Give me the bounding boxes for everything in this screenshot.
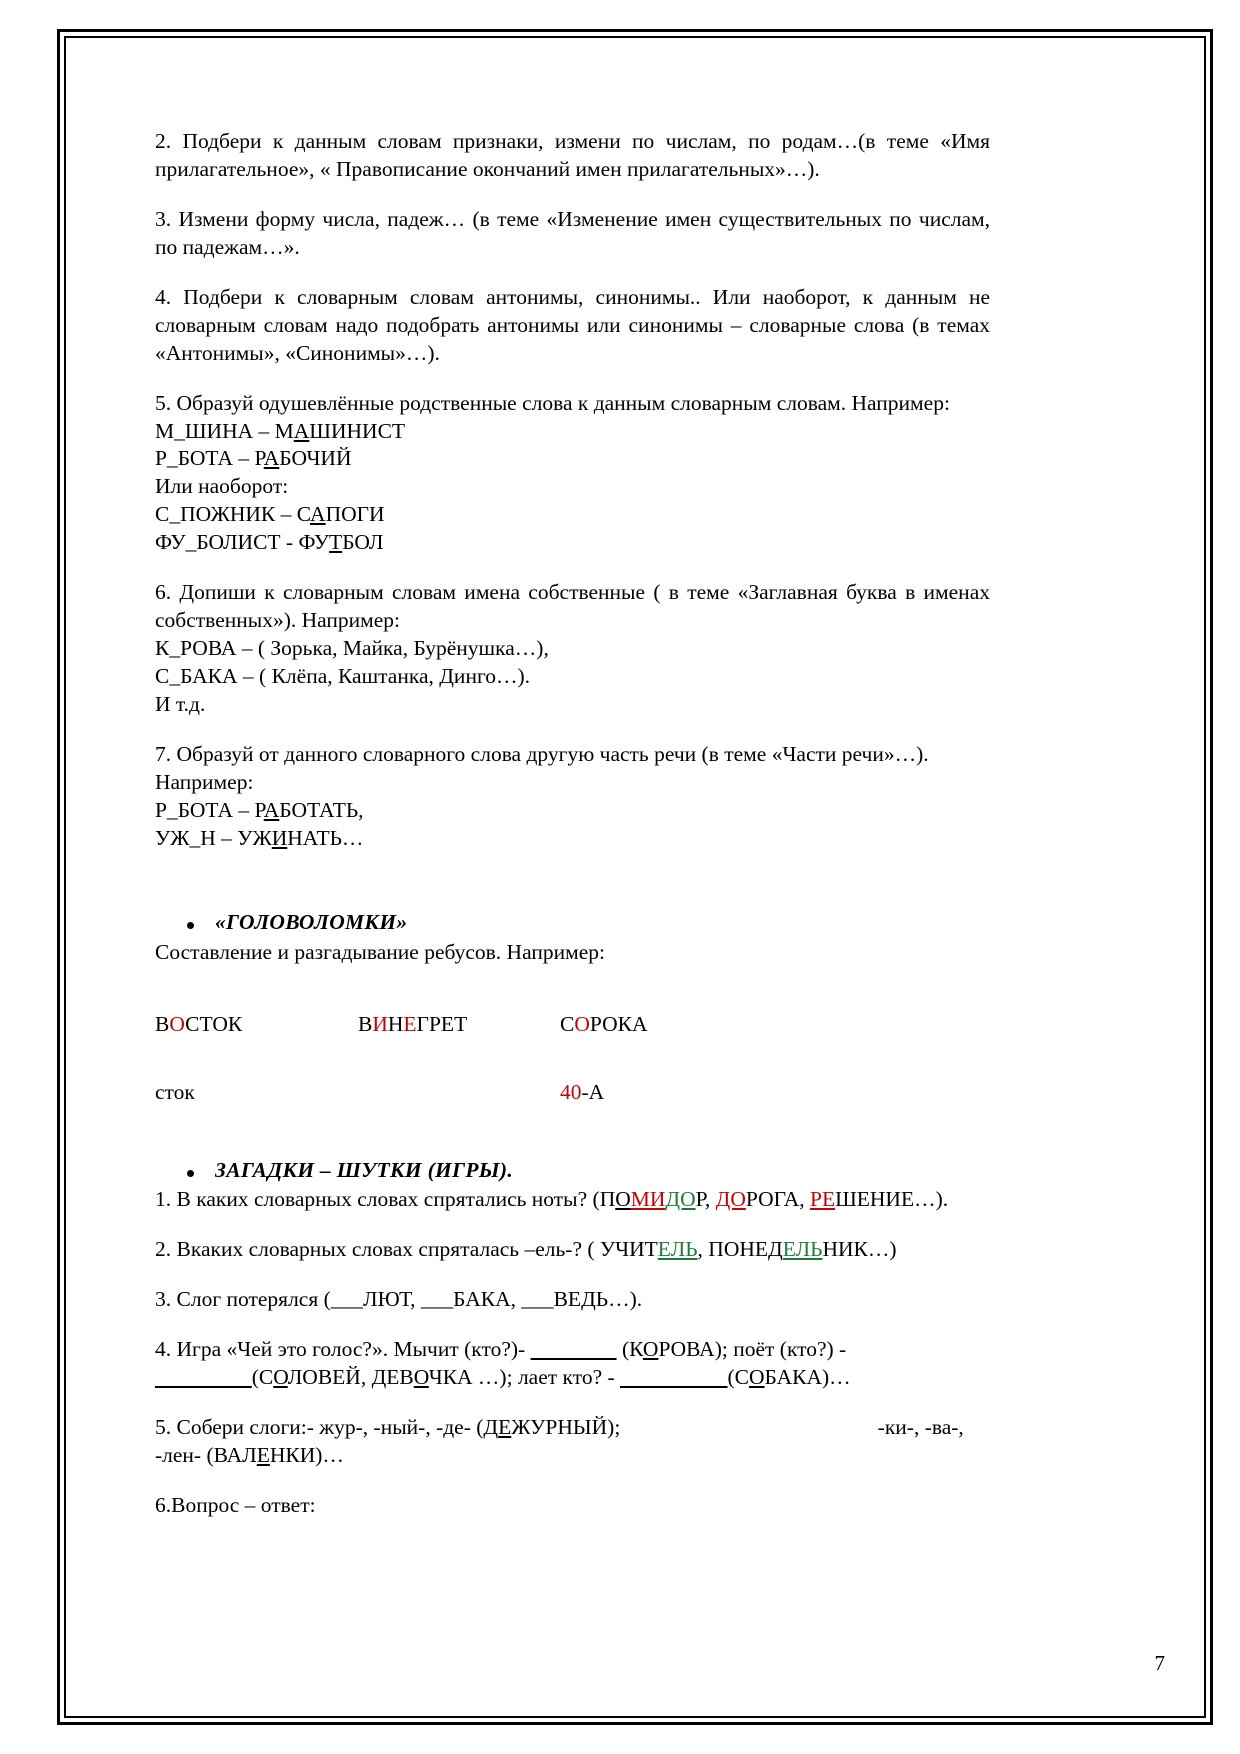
rebus-letter: СТОК	[185, 1011, 243, 1036]
spacer	[155, 1314, 990, 1336]
spacer	[155, 1264, 990, 1286]
question-text: 2. Вкаких словарных словах спряталась –ель-? ( УЧИТ	[155, 1237, 658, 1262]
rebus-word-2	[358, 1011, 467, 1039]
rebus-letter: В	[358, 1011, 373, 1036]
riddle-question-4-line-1	[393, 1337, 727, 1361]
prompt-text: НКИ)…	[269, 1443, 344, 1468]
example-text: Р_БОТА – Р	[155, 797, 264, 822]
rebus-row-words	[155, 1011, 990, 1045]
rebus-letter: О	[574, 1011, 590, 1036]
prompt-text: ЛОВЕЙ, ДЕВ	[287, 1365, 414, 1390]
spacer	[155, 875, 990, 909]
underlined-letter: И	[271, 825, 288, 850]
example-text: УЖ_Н – УЖ	[155, 825, 272, 850]
page-content	[155, 128, 990, 1520]
question-text: ШЕНИЕ…).	[835, 1187, 949, 1212]
example-text: ФУ_БОЛИСТ - ФУ	[155, 530, 330, 555]
rebus-letter: Н	[387, 1011, 404, 1036]
prompt-text: поёт (кто?) -	[733, 1337, 847, 1362]
rebus-row-answers	[155, 1079, 990, 1113]
rebus-letter: В	[155, 1011, 170, 1036]
paragraph-item-4: 4. Подбери к словарным словам антонимы, синонимы.. Или наоборот, к данным не словарным словам надо подобрать антонимы или синонимы – словарные слова (в темах «Антонимы», «Синонимы»…).	[155, 284, 990, 365]
note-syllable-do: ДО	[665, 1187, 696, 1212]
underlined-letter: А	[263, 797, 280, 822]
riddle-question-4-title: 4. Игра «Чей это голос?».	[155, 1337, 389, 1362]
question-text: НИК…)	[822, 1237, 897, 1262]
block-item-7	[155, 741, 990, 853]
item-7-example-label: Например:	[155, 769, 254, 794]
item-5-example-4	[155, 529, 990, 557]
prompt-text: (С	[727, 1365, 750, 1390]
prompt-text: БАКА)…	[764, 1365, 851, 1390]
prompt-text: Мычит (кто?)-	[393, 1337, 531, 1362]
riddle-question-2	[155, 1237, 897, 1261]
rebus-letter: РОКА	[589, 1011, 648, 1036]
rebus-word-3	[560, 1011, 648, 1039]
note-syllable-re: РЕ	[809, 1187, 836, 1212]
prompt-text: (С	[251, 1365, 274, 1390]
example-text: БОЧИЙ	[279, 446, 352, 471]
spacer	[155, 1470, 990, 1492]
section-heading-riddles	[155, 1157, 990, 1185]
underlined-letter: О	[615, 1187, 631, 1212]
syllable-el-1: ЕЛЬ	[657, 1237, 698, 1262]
example-text: Р_БОТА – Р	[155, 446, 264, 471]
underlined-letter: Т	[329, 530, 343, 555]
page-number: 7	[1154, 1651, 1165, 1675]
rebus-letter: И	[372, 1011, 388, 1036]
underlined-letter: О	[642, 1337, 659, 1362]
underlined-letter: О	[273, 1365, 288, 1390]
example-text: НАТЬ…	[287, 825, 364, 850]
rebus-answer-number: 40	[560, 1079, 582, 1104]
item-5-example-1	[155, 418, 990, 446]
answer-blank[interactable]	[155, 1365, 252, 1389]
section-heading-riddles-label: ЗАГАДКИ – ШУТКИ (ИГРЫ).	[215, 1157, 514, 1182]
spacer	[155, 1045, 990, 1079]
item-5-or-label: Или наоборот:	[155, 474, 289, 499]
question-text: 1. В каких словарных словах спрятались ноты? (П	[155, 1187, 616, 1212]
item-5-intro: 5. Образуй одушевлённые родственные слова к данным словарным словам. Например:	[155, 390, 950, 415]
puzzles-intro: Составление и разгадывание ребусов. Например:	[155, 939, 605, 964]
paragraph-item-2: 2. Подбери к данным словам признаки, измени по числам, по родам…(в теме «Имя прилагательное», « Правописание окончаний имен прилагательных»…).	[155, 129, 990, 181]
underlined-letter: А	[310, 502, 326, 527]
item-7-example-2	[155, 825, 990, 853]
spacer	[155, 967, 990, 1011]
item-6-example-2: С_БАКА – ( Клёпа, Каштанка, Динго…).	[155, 664, 531, 688]
item-6-intro: 6. Допиши к словарным словам имена собственные ( в теме «Заглавная буква в именах собственных»). Например:	[155, 580, 990, 633]
syllable-el-2: ЕЛЬ	[782, 1237, 823, 1262]
prompt-text: РОВА);	[658, 1337, 728, 1362]
item-7-example-1	[155, 797, 990, 825]
spacer	[155, 1392, 990, 1414]
item-5-example-3	[155, 501, 990, 529]
rebus-letter: Е	[403, 1011, 417, 1036]
riddle-question-1	[155, 1187, 948, 1211]
example-text: М_ШИНА – М	[155, 418, 294, 443]
note-syllable-mi: МИ	[630, 1187, 666, 1212]
section-heading-puzzles-label: «ГОЛОВОЛОМКИ»	[215, 909, 408, 934]
rebus-letter: О	[169, 1011, 186, 1036]
answer-blank[interactable]	[531, 1337, 617, 1361]
riddle-question-3: 3. Слог потерялся (___ЛЮТ, ___БАКА, ___ВЕДЬ…).	[155, 1287, 643, 1312]
prompt-text: ЖУРНЫЙ);	[511, 1415, 621, 1440]
question-text: , ПОНЕД	[697, 1237, 783, 1262]
rebus-answer-left: сток	[155, 1079, 195, 1104]
example-text: ПОГИ	[325, 502, 385, 527]
rebus-word-1	[155, 1011, 242, 1039]
bullet-dot-icon	[187, 1170, 194, 1177]
item-6-example-1: К_РОВА – ( Зорька, Майка, Бурёнушка…),	[155, 636, 549, 661]
example-text: С_ПОЖНИК – С	[155, 502, 311, 527]
example-text: ШИНИСТ	[309, 418, 406, 443]
prompt-text: (К	[616, 1337, 643, 1362]
example-text: БОТАТЬ,	[279, 797, 364, 822]
riddle-question-6: 6.Вопрос – ответ:	[155, 1493, 316, 1517]
paragraph-item-3: 3. Измени форму числа, падеж… (в теме «Изменение имен существительных по числам, по падежам…».	[155, 206, 990, 259]
underlined-letter: Е	[256, 1443, 270, 1468]
note-syllable-do-2: ДО	[715, 1187, 746, 1212]
spacer	[155, 1214, 990, 1236]
prompt-text: -ки-, -ва-, -лен- (ВАЛ	[155, 1415, 964, 1468]
underlined-letter: А	[293, 418, 310, 443]
riddle-question-4-line-3	[518, 1365, 851, 1389]
underlined-letter: А	[263, 446, 280, 471]
example-text: БОЛ	[342, 530, 384, 555]
bullet-dot-icon	[187, 922, 194, 929]
underlined-letter: Е	[498, 1415, 512, 1440]
answer-blank[interactable]	[620, 1365, 728, 1389]
block-item-6	[155, 579, 990, 719]
item-7-intro: 7. Образуй от данного словарного слова другую часть речи (в теме «Части речи»…).	[155, 741, 929, 766]
item-6-example-3: И т.д.	[155, 691, 206, 716]
prompt-text: 5. Собери слоги:- жур-, -ный-, -де- (Д	[155, 1415, 499, 1440]
rebus-answer-suffix: -А	[581, 1079, 605, 1104]
rebus-answer-right	[560, 1079, 604, 1107]
question-text: Р,	[695, 1187, 716, 1212]
rebus-letter: ГРЕТ	[416, 1011, 468, 1036]
section-heading-puzzles	[155, 909, 990, 937]
block-item-5	[155, 390, 990, 558]
prompt-text: лает кто? -	[517, 1365, 621, 1390]
question-text: РОГА,	[745, 1187, 810, 1212]
riddle-question-5-line-1	[155, 1415, 620, 1439]
item-5-example-2	[155, 445, 990, 473]
rebus-letter: С	[560, 1011, 575, 1036]
prompt-text: ЧКА …);	[428, 1365, 513, 1390]
underlined-letter: О	[749, 1365, 765, 1390]
underlined-letter: О	[413, 1365, 429, 1390]
spacer	[155, 1113, 990, 1157]
